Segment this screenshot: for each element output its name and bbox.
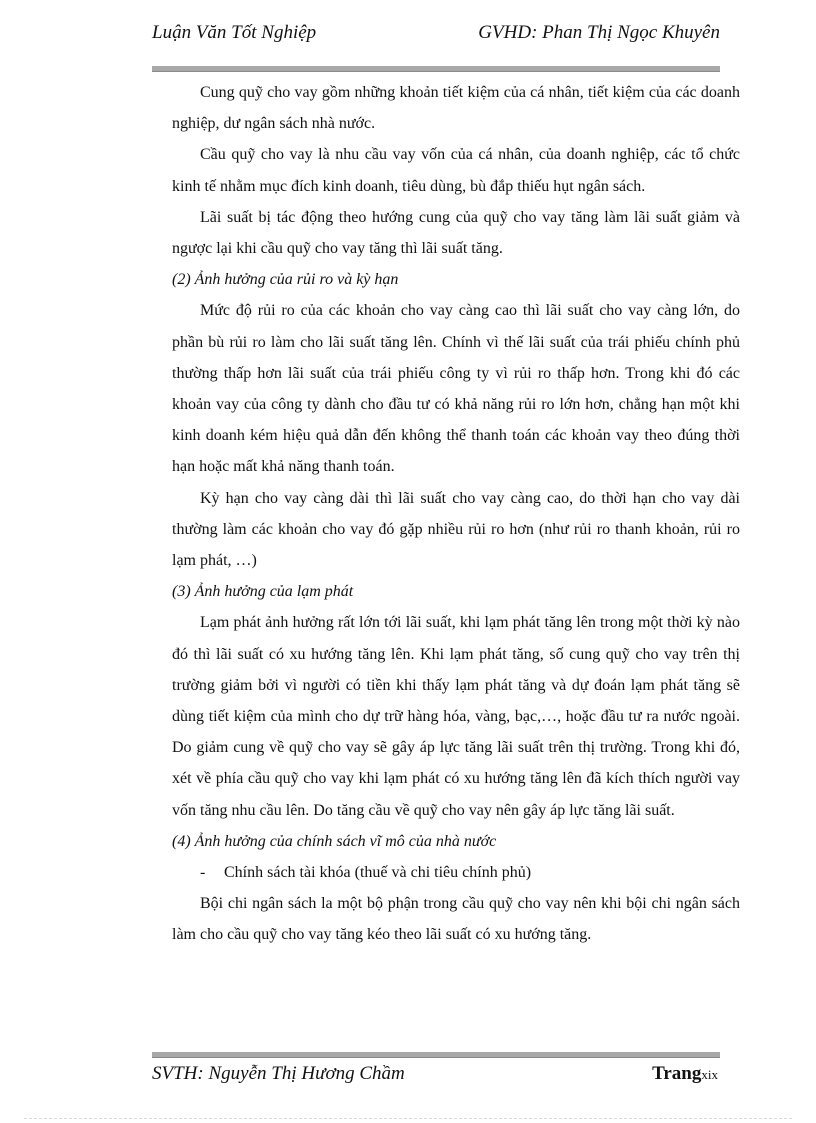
header-thesis-title: Luận Văn Tốt Nghiệp (152, 22, 317, 43)
heading-risk-term: (2) Ảnh hưởng của rủi ro và kỳ hạn (172, 271, 399, 289)
bullet-dash: - (200, 864, 206, 882)
paragraph-budget-deficit: Bội chi ngân sách la một bộ phận trong cầu quỹ cho vay nên khi bội chi ngân sách làm cho cầu quỹ cho vay tăng kéo theo lãi suất có xu hướng tăng. (172, 895, 740, 944)
paragraph-term: Kỳ hạn cho vay càng dài thì lãi suất cho vay càng cao, do thời hạn cho vay dài thường làm các khoản cho vay đó gặp nhiều rủi ro hơn (như rủi ro thanh khoản, rủi ro lạm phát, …) (172, 489, 740, 570)
footer-page (652, 1063, 718, 1085)
page-header (152, 22, 720, 48)
heading-inflation: (3) Ảnh hưởng của lạm phát (172, 583, 354, 601)
footer-rule (152, 1052, 720, 1058)
footer-student: SVTH: Nguyễn Thị Hương Chầm (152, 1063, 405, 1084)
paragraph-demand: Cầu quỹ cho vay là nhu cầu vay vốn của cá nhân, của doanh nghiệp, các tổ chức kinh tế nhằm mục đích kinh doanh, tiêu dùng, bù đắp thiếu hụt ngân sách. (172, 146, 740, 195)
page-label: Trang (652, 1063, 702, 1084)
paragraph-rate-effect: Lãi suất bị tác động theo hướng cung của quỹ cho vay tăng làm lãi suất giảm và ngược lại khi cầu quỹ cho vay tăng thì lãi suất tăng. (172, 208, 740, 258)
heading-macro-policy: (4) Ảnh hưởng của chính sách vĩ mô của nhà nước (172, 832, 497, 850)
header-rule (152, 66, 720, 72)
page-footer (152, 1063, 720, 1091)
paragraph-risk: Mức độ rủi ro của các khoản cho vay càng cao thì lãi suất cho vay càng lớn, do phần bù rủi ro làm cho lãi suất tăng lên. Chính vì thế lãi suất của trái phiếu chính phủ thường thấp hơn lãi suất của trái phiếu công ty vì rủi ro thấp hơn. Trong khi đó các khoản vay của công ty dành cho đầu tư có khả năng rủi ro lớn hơn, chẳng hạn một khi kinh doanh kém hiệu quả dẫn đến không thể thanh toán các khoản vay theo đúng thời hạn hoặc mất khả năng thanh toán. (172, 302, 740, 476)
page-edge-line (24, 1118, 792, 1119)
paragraph-supply: Cung quỹ cho vay gồm những khoản tiết kiệm của cá nhân, tiết kiệm của các doanh nghiệp, dư ngân sách nhà nước. (172, 84, 740, 133)
paragraph-inflation: Lạm phát ảnh hưởng rất lớn tới lãi suất, khi lạm phát tăng lên trong một thời kỳ nào đó thì lãi suất có xu hướng tăng lên. Khi lạm phát tăng, số cung quỹ cho vay trên thị trường giảm bởi vì người có tiền khi thấy lạm phát tăng và dự đoán lạm phát tăng sẽ dùng tiết kiệm của mình cho dự trữ hàng hóa, vàng, bạc,…, hoặc đầu tư ra nước ngoài. Do giảm cung về quỹ cho vay sẽ gây áp lực tăng lãi suất trên thị trường. Trong khi đó, xét về phía cầu quỹ cho vay khi lạm phát có xu hướng tăng lên đã kích thích người vay vốn tăng nhu cầu lên. Do tăng cầu về quỹ cho vay nên gây áp lực tăng lãi suất. (172, 614, 740, 819)
bullet-fiscal-policy (172, 857, 740, 888)
page-body (172, 77, 740, 951)
page-number: xix (701, 1067, 718, 1082)
header-advisor: GVHD: Phan Thị Ngọc Khuyên (478, 22, 720, 43)
bullet-text: Chính sách tài khóa (thuế và chi tiêu chính phủ) (224, 864, 532, 882)
